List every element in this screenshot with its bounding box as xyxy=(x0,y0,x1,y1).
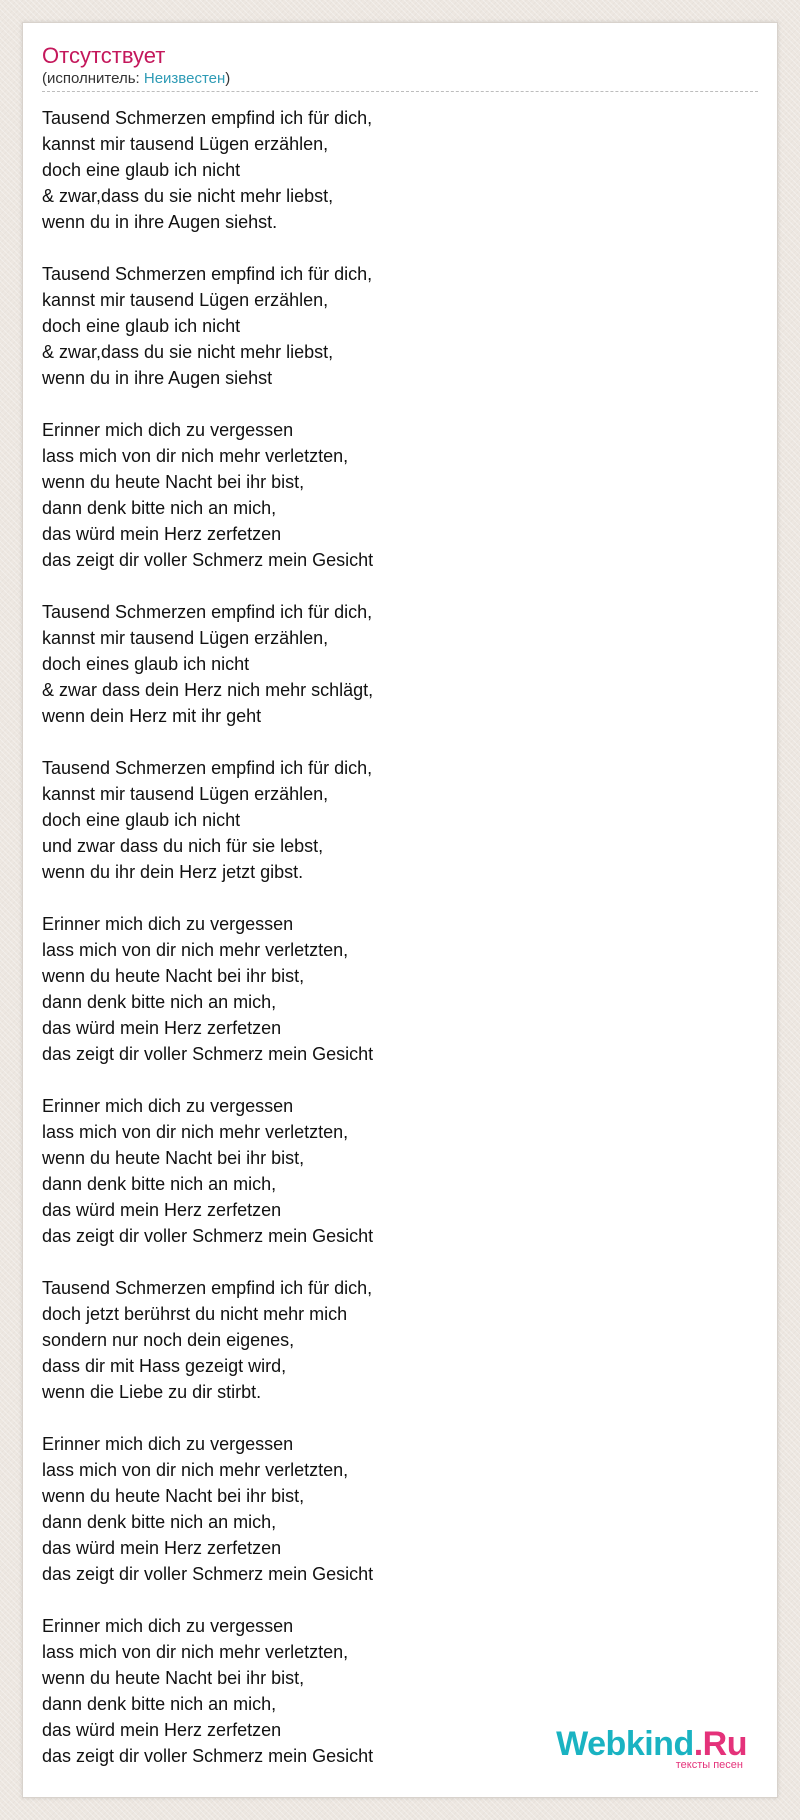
lyric-line: kannst mir tausend Lügen erzählen, xyxy=(42,628,329,648)
lyric-line: wenn dein Herz mit ihr geht xyxy=(42,706,262,726)
lyric-line: lass mich von dir nich mehr verletzten, xyxy=(42,1642,349,1662)
lyric-line: Erinner mich dich zu vergessen xyxy=(42,1096,294,1116)
song-title: Отсутствует xyxy=(42,43,166,68)
lyric-line: Erinner mich dich zu vergessen xyxy=(42,1616,294,1636)
lyric-line: das zeigt dir voller Schmerz mein Gesicht xyxy=(42,550,374,570)
lyric-line: wenn du heute Nacht bei ihr bist, xyxy=(42,1486,305,1506)
lyric-line: & zwar,dass du sie nicht mehr liebst, xyxy=(42,342,334,362)
lyric-line: Tausend Schmerzen empfind ich für dich, xyxy=(42,602,373,622)
stanza xyxy=(42,417,758,573)
logo-tagline: тексты песен xyxy=(675,1759,743,1771)
artist-link[interactable]: Неизвестен xyxy=(143,70,226,87)
lyrics-card xyxy=(22,22,778,1798)
lyric-line: kannst mir tausend Lügen erzählen, xyxy=(42,784,329,804)
lyric-line: dann denk bitte nich an mich, xyxy=(42,1694,277,1714)
lyric-line: Erinner mich dich zu vergessen xyxy=(42,914,294,934)
lyric-line: doch eines glaub ich nicht xyxy=(42,654,250,674)
lyric-line: lass mich von dir nich mehr verletzten, xyxy=(42,1460,349,1480)
lyric-line: das würd mein Herz zerfetzen xyxy=(42,1200,282,1220)
lyric-line: lass mich von dir nich mehr verletzten, xyxy=(42,940,349,960)
lyric-line: Tausend Schmerzen empfind ich für dich, xyxy=(42,1278,373,1298)
lyric-line: das zeigt dir voller Schmerz mein Gesicht xyxy=(42,1044,374,1064)
lyric-line: wenn du ihr dein Herz jetzt gibst. xyxy=(42,862,304,882)
lyric-line: wenn du heute Nacht bei ihr bist, xyxy=(42,966,305,986)
lyric-line: wenn du heute Nacht bei ihr bist, xyxy=(42,1668,305,1688)
lyric-line: wenn du in ihre Augen siehst xyxy=(42,368,273,388)
lyric-line: das zeigt dir voller Schmerz mein Gesicht xyxy=(42,1564,374,1584)
lyric-line: das würd mein Herz zerfetzen xyxy=(42,1538,282,1558)
lyric-line: und zwar dass du nich für sie lebst, xyxy=(42,836,324,856)
logo-tld: .Ru xyxy=(693,1725,747,1763)
lyric-line: das würd mein Herz zerfetzen xyxy=(42,524,282,544)
lyric-line: & zwar,dass du sie nicht mehr liebst, xyxy=(42,186,334,206)
lyric-line: doch eine glaub ich nicht xyxy=(42,160,241,180)
lyric-line: dann denk bitte nich an mich, xyxy=(42,498,277,518)
lyric-line: kannst mir tausend Lügen erzählen, xyxy=(42,290,329,310)
lyric-line: doch eine glaub ich nicht xyxy=(42,810,241,830)
lyric-line: & zwar dass dein Herz nich mehr schlägt, xyxy=(42,680,374,700)
stanza xyxy=(42,261,758,391)
artist-line xyxy=(42,70,758,92)
stanza xyxy=(42,105,758,235)
logo-brand: Webkind xyxy=(556,1725,694,1763)
lyric-line: dann denk bitte nich an mich, xyxy=(42,1174,277,1194)
stanza xyxy=(42,1093,758,1249)
site-logo[interactable] xyxy=(547,1727,747,1771)
stanza xyxy=(42,1275,758,1405)
lyric-line: wenn du heute Nacht bei ihr bist, xyxy=(42,1148,305,1168)
lyric-line: sondern nur noch dein eigenes, xyxy=(42,1330,295,1350)
stanza xyxy=(42,599,758,729)
lyric-line: das würd mein Herz zerfetzen xyxy=(42,1720,282,1740)
lyric-line: wenn du heute Nacht bei ihr bist, xyxy=(42,472,305,492)
lyric-line: das zeigt dir voller Schmerz mein Gesicht xyxy=(42,1746,374,1766)
lyric-line: doch jetzt berührst du nicht mehr mich xyxy=(42,1304,348,1324)
song-header xyxy=(42,42,758,92)
lyric-line: Erinner mich dich zu vergessen xyxy=(42,1434,294,1454)
lyric-line: lass mich von dir nich mehr verletzten, xyxy=(42,1122,349,1142)
lyric-line: lass mich von dir nich mehr verletzten, xyxy=(42,446,349,466)
lyrics-body xyxy=(42,105,758,1795)
lyric-line: Tausend Schmerzen empfind ich für dich, xyxy=(42,264,373,284)
lyric-line: wenn die Liebe zu dir stirbt. xyxy=(42,1382,262,1402)
lyric-line: kannst mir tausend Lügen erzählen, xyxy=(42,134,329,154)
artist-prefix: (исполнитель: xyxy=(42,70,144,87)
artist-suffix: ) xyxy=(225,70,231,87)
lyric-line: Erinner mich dich zu vergessen xyxy=(42,420,294,440)
logo-wordmark xyxy=(547,1727,747,1761)
lyric-line: das würd mein Herz zerfetzen xyxy=(42,1018,282,1038)
stanza xyxy=(42,755,758,885)
lyric-line: dann denk bitte nich an mich, xyxy=(42,992,277,1012)
lyric-line: dass dir mit Hass gezeigt wird, xyxy=(42,1356,287,1376)
lyric-line: doch eine glaub ich nicht xyxy=(42,316,241,336)
lyric-line: dann denk bitte nich an mich, xyxy=(42,1512,277,1532)
stanza xyxy=(42,911,758,1067)
lyric-line: das zeigt dir voller Schmerz mein Gesicht xyxy=(42,1226,374,1246)
lyric-line: wenn du in ihre Augen siehst. xyxy=(42,212,278,232)
stanza xyxy=(42,1431,758,1587)
lyric-line: Tausend Schmerzen empfind ich für dich, xyxy=(42,758,373,778)
lyric-line: Tausend Schmerzen empfind ich für dich, xyxy=(42,108,373,128)
